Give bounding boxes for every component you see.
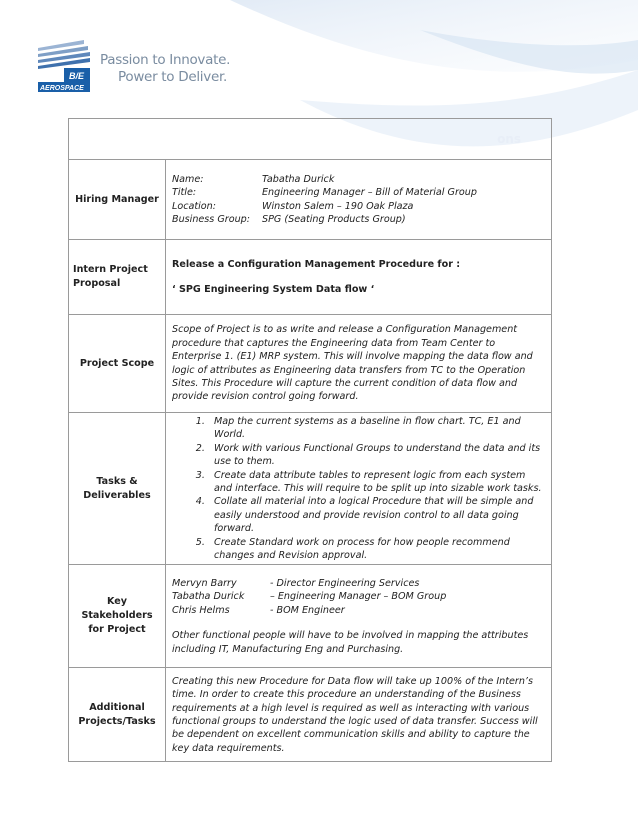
stakeholder-name: Tabatha Durick <box>172 591 245 603</box>
project-scope-content <box>166 315 552 413</box>
table-header-text: ons <box>497 132 521 146</box>
tasks-row <box>69 413 552 565</box>
project-proposal-row <box>69 240 552 315</box>
hiring-value: Engineering Manager – Bill of Material Group <box>262 187 477 199</box>
hiring-manager-label: Hiring Manager <box>69 160 166 240</box>
hiring-manager-row <box>69 160 552 240</box>
tagline-line-1: Passion to Innovate. <box>100 52 231 68</box>
hiring-value: Winston Salem – 190 Oak Plaza <box>262 200 414 212</box>
additional-text: Creating this new Procedure for Data flow will take up 100% of the Intern’s time. In order to create this procedure an understanding of the Business requirements at a high level is required as well as interacting with various functional groups to understand the logic used of data transfer. Success will be dependent on excellent communication skills and ability to capture the key data requirements. <box>172 675 538 754</box>
internship-table <box>68 118 552 762</box>
stakeholder-name: Mervyn Barry <box>172 577 237 589</box>
table-header-row <box>69 119 552 160</box>
task-item: 5. Create Standard work on process for how people recommend changes and Revision approval. <box>208 536 545 563</box>
tasks-list <box>172 415 545 562</box>
tagline <box>100 52 230 86</box>
stakeholder-role: – Engineering Manager – BOM Group <box>270 591 447 603</box>
scope-text: Scope of Project is to as write and release a Configuration Management procedure that captures the Engineering data from Team Center to Enterprise 1. (E1) MRP system. This will involve mapping the data flow and logic of attributes as Engineering data transfers from TC to the Operation Sites. This Procedure will capture the current condition of data flow and provide revision control going forward. <box>172 324 533 403</box>
stakeholders-row <box>69 565 552 668</box>
project-proposal-content <box>166 240 552 315</box>
additional-row <box>69 668 552 762</box>
tasks-content <box>166 413 552 565</box>
stakeholder-role: - Director Engineering Services <box>270 577 420 589</box>
be-aerospace-logo <box>34 36 94 96</box>
additional-label: Additional Projects/Tasks <box>69 668 166 762</box>
stakeholders-note: Other functional people will have to be involved in mapping the attributes including IT, Manufacturing Eng and Purchasing. <box>172 630 529 655</box>
hiring-key: Business Group: <box>172 213 251 225</box>
project-scope-label: Project Scope <box>69 315 166 413</box>
table-header-cell <box>69 119 552 160</box>
logo-wordmark: AEROSPACE <box>40 85 84 92</box>
task-item: 1. Map the current systems as a baseline in flow chart. TC, E1 and World. <box>208 415 545 442</box>
proposal-line-1: Release a Configuration Management Procedure for : <box>172 258 461 270</box>
tasks-label: Tasks & Deliverables <box>69 413 166 565</box>
stakeholders-label: Key Stakeholders for Project <box>69 565 166 668</box>
hiring-value: Tabatha Durick <box>262 173 335 185</box>
task-item: 3. Create data attribute tables to represent logic from each system and interface. This will require to be split up into sizable work tasks. <box>208 469 545 496</box>
hiring-value: SPG (Seating Products Group) <box>262 213 406 225</box>
hiring-key: Title: <box>172 187 197 199</box>
additional-content <box>166 668 552 762</box>
task-item: 2. Work with various Functional Groups to understand the data and its use to them. <box>208 442 545 469</box>
hiring-manager-content <box>166 160 552 240</box>
logo-mark: B/E <box>69 71 85 81</box>
stakeholders-content <box>166 565 552 668</box>
proposal-line-2: ‘ SPG Engineering System Data flow ‘ <box>172 284 375 295</box>
task-item: 4. Collate all material into a logical Procedure that will be simple and easily understood and provide revision control to all data going forward. <box>208 495 545 535</box>
stakeholder-name: Chris Helms <box>172 604 230 616</box>
stakeholder-role: - BOM Engineer <box>270 604 345 616</box>
tagline-line-2: Power to Deliver. <box>118 69 227 85</box>
project-proposal-label: Intern Project Proposal <box>69 240 166 315</box>
hiring-key: Location: <box>172 200 216 212</box>
hiring-key: Name: <box>172 173 204 185</box>
project-scope-row <box>69 315 552 413</box>
